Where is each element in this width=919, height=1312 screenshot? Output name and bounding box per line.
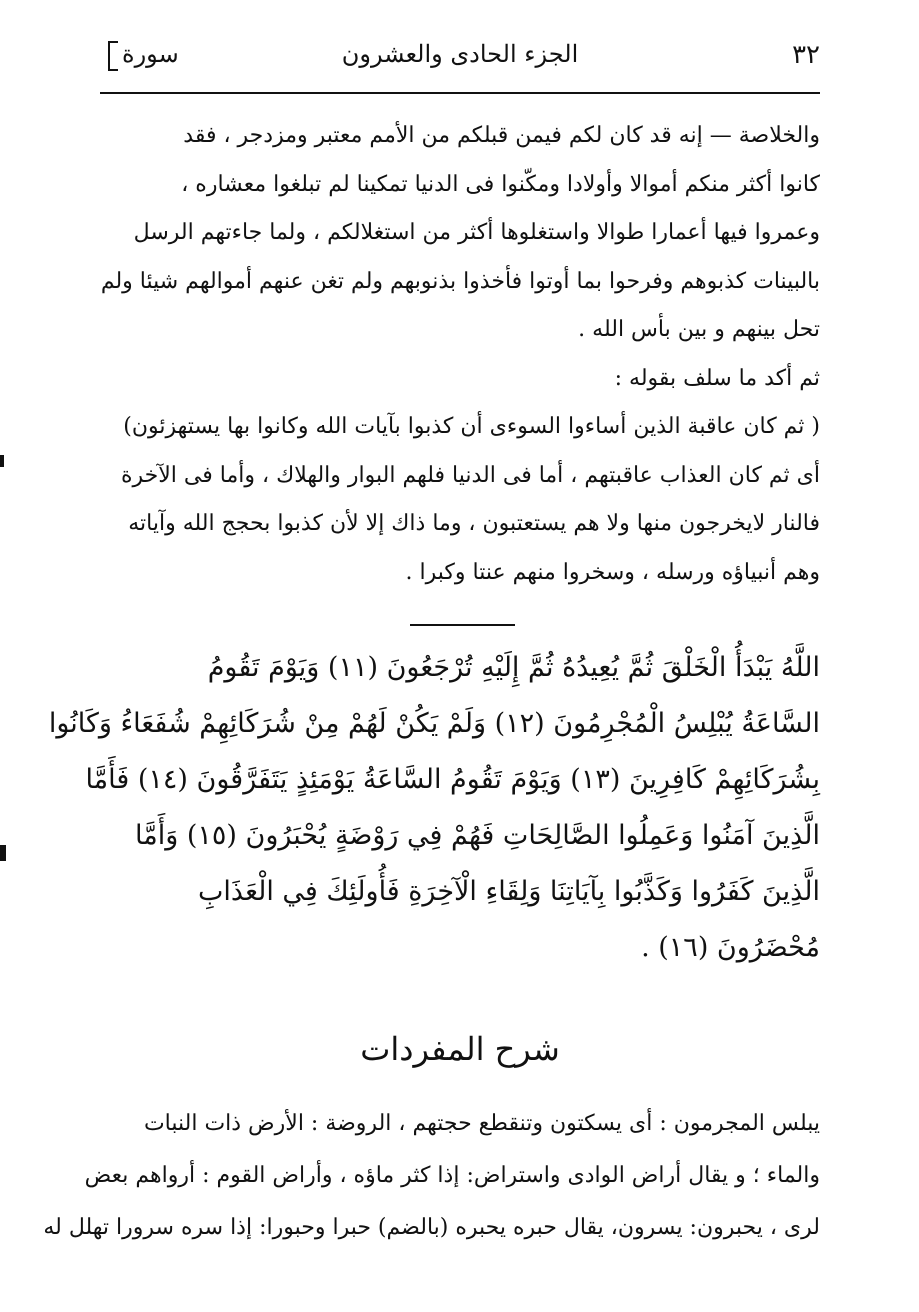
vocabulary-line: والماء ؛ و يقال أراض الوادى واستراض: إذا كثر ماؤه ، وأراض القوم : أرواهم بعض (84, 1163, 820, 1188)
verse-line: الَّذِينَ كَفَرُوا وَكَذَّبُوا بِآيَاتِنَا وَلِقَاءِ الْآخِرَةِ فَأُولَئِكَ فِي الْعَذَابِ (197, 876, 820, 907)
vocabulary-heading: شرح المفردات (360, 1030, 560, 1068)
commentary-line: بالبينات كذبوهم وفرحوا بما أوتوا فأخذوا بذنوبهم ولم تغن عنهم أموالهم شيئا ولم (100, 268, 820, 294)
section-separator (410, 624, 515, 626)
header-rule (100, 92, 820, 94)
commentary-line: فالنار لايخرجون منها ولا هم يستعتبون ، وما ذاك إلا لأن كذبوا بحجج الله وآياته (128, 511, 820, 536)
bracket-icon (108, 41, 118, 71)
verse-line: السَّاعَةُ يُبْلِسُ الْمُجْرِمُونَ (١٢) وَلَمْ يَكُنْ لَهُمْ مِنْ شُرَكَائِهِمْ شُفَعَاءُ وَكَانُوا (48, 708, 820, 739)
verse-line: اللَّهُ يَبْدَأُ الْخَلْقَ ثُمَّ يُعِيدُهُ ثُمَّ إِلَيْهِ تُرْجَعُونَ (١١) وَيَوْمَ تَقُومُ (207, 652, 820, 683)
vocabulary-section (43, 1098, 820, 1254)
running-title: الجزء الحادى والعشرون (341, 40, 579, 68)
quran-verses (48, 640, 820, 976)
vocabulary-line: لرى ، يحبرون: يسرون، يقال حبره يحبره (بالضم) حبرا وحبورا: إذا سره سرورا تهلل له (43, 1215, 820, 1240)
margin-speck (0, 455, 4, 467)
vocabulary-line: يبلس المجرمون : أى يسكتون وتنقطع حجتهم ، الروضة : الأرض ذات النبات (143, 1111, 820, 1136)
commentary-line: تحل بينهم و بين بأس الله . (578, 317, 820, 342)
verse-line: مُحْضَرُونَ (١٦) . (641, 932, 820, 963)
commentary-line: كانوا أكثر منكم أموالا وأولادا ومكّنوا فى الدنيا تمكينا لم تبلغوا معشاره ، (181, 171, 820, 197)
margin-speck (0, 845, 6, 861)
commentary-line: وعمروا فيها أعمارا طوالا واستغلوها أكثر من استغلالكم ، ولما جاءتهم الرسل (133, 220, 820, 245)
commentary-line: ( ثم كان عاقبة الذين أساءوا السوءى أن كذبوا بآيات الله وكانوا بها يستهزئون) (123, 414, 820, 439)
commentary-line: والخلاصة — إنه قد كان لكم فيمن قبلكم من الأمم معتبر ومزدجر ، فقد (183, 123, 820, 148)
page-number: ٣٢ (792, 40, 820, 70)
verse-line: الَّذِينَ آمَنُوا وَعَمِلُوا الصَّالِحَاتِ فَهُمْ فِي رَوْضَةٍ يُحْبَرُونَ (١٥) وَأَمَّا (135, 820, 820, 851)
surah-label (108, 40, 179, 71)
surah-label-text: سورة (122, 40, 179, 68)
commentary-section (100, 112, 820, 597)
commentary-line: ثم أكد ما سلف بقوله : (614, 365, 820, 391)
verse-line: بِشُرَكَائِهِمْ كَافِرِينَ (١٣) وَيَوْمَ تَقُومُ السَّاعَةُ يَوْمَئِذٍ يَتَفَرَّقُونَ (١٤) فَأَمَّا (85, 764, 820, 795)
commentary-line: أى ثم كان العذاب عاقبتهم ، أما فى الدنيا فلهم البوار والهلاك ، وأما فى الآخرة (121, 462, 820, 488)
page-header (100, 38, 820, 88)
commentary-line: وهم أنبياؤه ورسله ، وسخروا منهم عنتا وكبرا . (405, 559, 820, 585)
